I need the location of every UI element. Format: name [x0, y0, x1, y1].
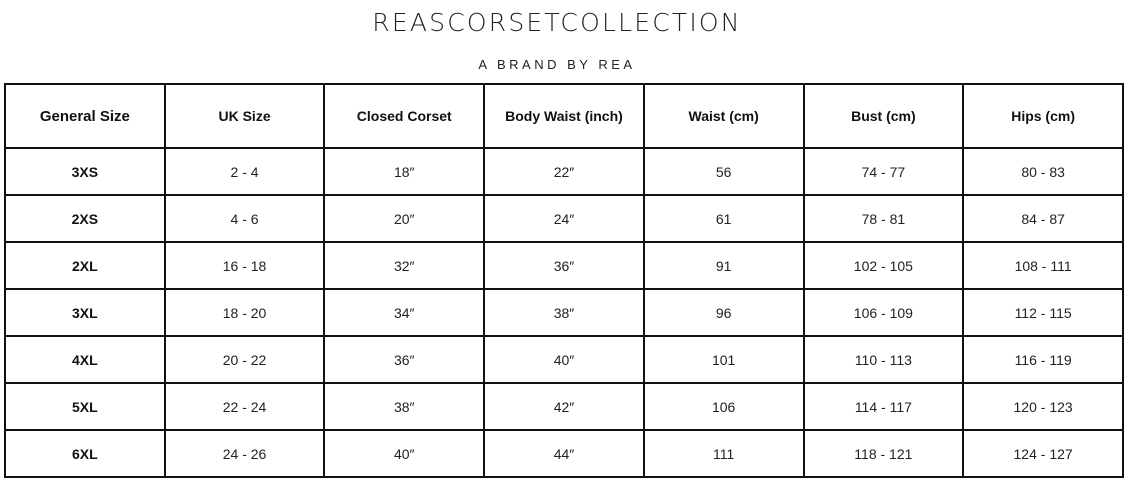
waist-cm-cell: 56	[644, 148, 804, 195]
hips-cm-cell: 116 - 119	[963, 336, 1123, 383]
body-waist-cell: 44″	[484, 430, 644, 477]
hips-cm-cell: 112 - 115	[963, 289, 1123, 336]
uk-size-cell: 16 - 18	[165, 242, 325, 289]
closed-corset-cell: 40″	[324, 430, 484, 477]
waist-cm-cell: 96	[644, 289, 804, 336]
waist-cm-cell: 101	[644, 336, 804, 383]
closed-corset-cell: 38″	[324, 383, 484, 430]
uk-size-cell: 4 - 6	[165, 195, 325, 242]
table-row	[5, 383, 1123, 430]
hips-cm-cell: 124 - 127	[963, 430, 1123, 477]
hips-cm-cell: 80 - 83	[963, 148, 1123, 195]
table-row	[5, 336, 1123, 383]
size-chart-table	[4, 83, 1124, 478]
table-row	[5, 242, 1123, 289]
body-waist-cell: 40″	[484, 336, 644, 383]
hips-cm-cell: 108 - 111	[963, 242, 1123, 289]
table-header-row	[5, 84, 1123, 148]
uk-size-cell: 20 - 22	[165, 336, 325, 383]
table-row	[5, 289, 1123, 336]
body-waist-cell: 42″	[484, 383, 644, 430]
closed-corset-cell: 32″	[324, 242, 484, 289]
column-header-body-waist: Body Waist (inch)	[484, 84, 644, 148]
closed-corset-cell: 34″	[324, 289, 484, 336]
waist-cm-cell: 111	[644, 430, 804, 477]
column-header-hips-cm: Hips (cm)	[963, 84, 1123, 148]
closed-corset-cell: 20″	[324, 195, 484, 242]
column-header-closed-corset: Closed Corset	[324, 84, 484, 148]
bust-cm-cell: 114 - 117	[804, 383, 964, 430]
hips-cm-cell: 120 - 123	[963, 383, 1123, 430]
uk-size-cell: 2 - 4	[165, 148, 325, 195]
general-size-cell: 6XL	[5, 430, 165, 477]
body-waist-cell: 38″	[484, 289, 644, 336]
table-row	[5, 148, 1123, 195]
column-header-uk-size: UK Size	[165, 84, 325, 148]
general-size-cell: 5XL	[5, 383, 165, 430]
table-row	[5, 430, 1123, 477]
waist-cm-cell: 61	[644, 195, 804, 242]
bust-cm-cell: 118 - 121	[804, 430, 964, 477]
uk-size-cell: 18 - 20	[165, 289, 325, 336]
bust-cm-cell: 74 - 77	[804, 148, 964, 195]
brand-subtitle: A BRAND BY REA	[478, 57, 636, 72]
brand-title: REASCORSETCOLLECTION	[372, 8, 742, 37]
bust-cm-cell: 102 - 105	[804, 242, 964, 289]
waist-cm-cell: 91	[644, 242, 804, 289]
column-header-general-size: General Size	[5, 84, 165, 148]
general-size-cell: 3XL	[5, 289, 165, 336]
body-waist-cell: 22″	[484, 148, 644, 195]
bust-cm-cell: 78 - 81	[804, 195, 964, 242]
column-header-waist-cm: Waist (cm)	[644, 84, 804, 148]
body-waist-cell: 36″	[484, 242, 644, 289]
column-header-bust-cm: Bust (cm)	[804, 84, 964, 148]
uk-size-cell: 22 - 24	[165, 383, 325, 430]
body-waist-cell: 24″	[484, 195, 644, 242]
closed-corset-cell: 36″	[324, 336, 484, 383]
general-size-cell: 2XL	[5, 242, 165, 289]
table-row	[5, 195, 1123, 242]
uk-size-cell: 24 - 26	[165, 430, 325, 477]
general-size-cell: 4XL	[5, 336, 165, 383]
hips-cm-cell: 84 - 87	[963, 195, 1123, 242]
closed-corset-cell: 18″	[324, 148, 484, 195]
general-size-cell: 3XS	[5, 148, 165, 195]
bust-cm-cell: 110 - 113	[804, 336, 964, 383]
waist-cm-cell: 106	[644, 383, 804, 430]
bust-cm-cell: 106 - 109	[804, 289, 964, 336]
general-size-cell: 2XS	[5, 195, 165, 242]
